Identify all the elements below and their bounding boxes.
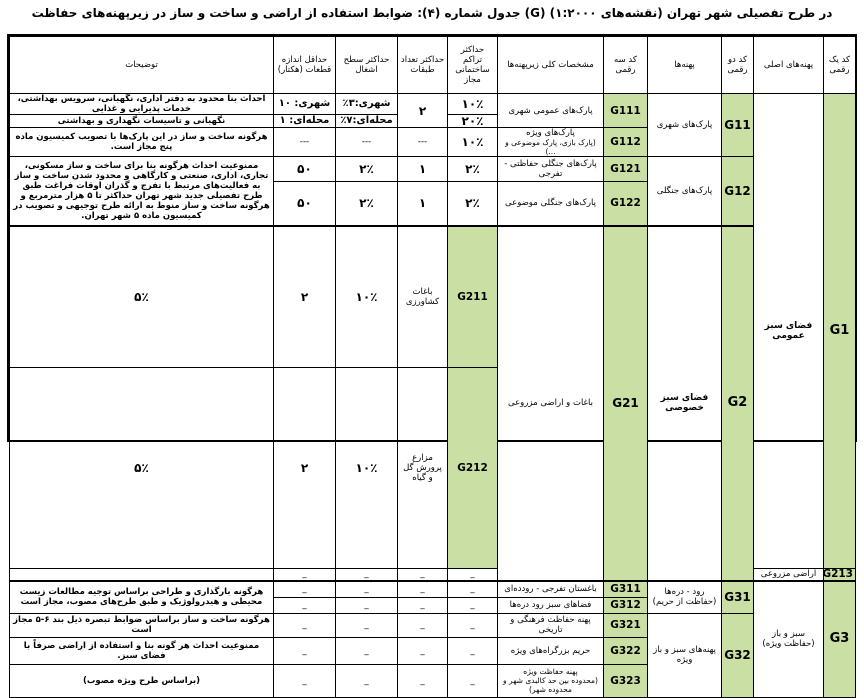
subzone-G213: اراضی مزروعی <box>754 568 824 581</box>
code-G321: G321 <box>604 613 648 637</box>
code-G21: G21 <box>604 226 648 582</box>
density-G122: ۲٪ <box>448 182 498 226</box>
subzone-G321: پهنه حفاظت فرهنگی و تاریخی <box>498 613 604 637</box>
code-G211: G211 <box>448 226 498 368</box>
note-G111-b: نگهبانی و تاسیسات نگهداری و بهداشتی <box>10 115 274 128</box>
density-G213: _ <box>448 568 498 581</box>
code-G122: G122 <box>604 182 648 226</box>
header-zones: پهنه‌ها <box>648 37 722 94</box>
table-row <box>10 157 856 182</box>
note-G323: (براساس طرح ویژه مصوب) <box>10 664 274 697</box>
subzone-G323 <box>498 664 604 697</box>
note-G12: ممنوعیت احداث هرگونه بنا برای ساخت و ساز مسکونی، تجاری، اداری، صنعتی و کارگاهی و محدود شدن ساخت و ساز به فعالیت‌های مرتبط با تفرج و گذران اوقات فراغت طبق طرح تفصیلی جدید شهر تهران حداکثر تا ۵ هزار مترمربع و هرگونه ساخت و ساز منوط به ارائه طرح توجیهی و تصویب در کمیسیون ماده ۵ شهر تهران. <box>10 157 274 226</box>
zone-G31 <box>648 581 722 613</box>
code-G11: G11 <box>722 94 754 157</box>
main-zone-G2: فضای سبز خصوصی <box>648 226 722 582</box>
coverage-G311: _ <box>336 581 398 597</box>
floors-G213: _ <box>398 568 448 581</box>
note-G112: هرگونه ساخت و ساز در این پارک‌ها با تصویب کمیسیون ماده پنج مجاز است. <box>10 128 274 157</box>
minlot-G312: _ <box>274 597 336 613</box>
header-density: حداکثر تراکم ساختمانی مجاز <box>448 37 498 94</box>
subzone-G112-name: پارک‌های ویژه <box>526 128 575 138</box>
subzone-G111: پارک‌های عمومی شهری <box>498 94 604 128</box>
coverage-G322: _ <box>336 637 398 664</box>
code-G111: G111 <box>604 94 648 128</box>
coverage-G122: ۲٪ <box>336 182 398 226</box>
coverage-G213: _ <box>336 568 398 581</box>
minlot-G321: _ <box>274 613 336 637</box>
coverage-G323: _ <box>336 664 398 697</box>
code-G112: G112 <box>604 128 648 157</box>
main-zone-G3: سبز و باز (حفاظت ویژه) <box>754 581 824 697</box>
table-row <box>10 581 856 597</box>
code-G32: G32 <box>722 613 754 697</box>
density-G211: ۱۰٪ <box>336 226 398 368</box>
header-subzones: مشخصات کلی زیرپهنه‌ها <box>498 37 604 94</box>
minlot-G112: --- <box>274 128 336 157</box>
zone-G12: پارک‌های جنگلی <box>648 157 722 226</box>
subzone-G311: باغستان تفرجی - رودده‌ای <box>498 581 604 597</box>
density-G312: _ <box>448 597 498 613</box>
header-main: پهنه‌های اصلی <box>754 37 824 94</box>
note-G111-a: احداث بنا محدود به دفتر اداری، نگهبانی، سرویس بهداشتی، خدمات پذیرایی و غذایی <box>10 94 274 115</box>
floors-G211: ۲ <box>274 226 336 368</box>
floors-G322: _ <box>398 637 448 664</box>
table-title: جدول شماره (۴): ضوابط استفاده از اراضی و ساخت و ساز در زیرپهنه‌های حفاظت (G) در طرح تفصیلی شهر تهران (نقشه‌های ۱:۲۰۰۰) <box>31 6 833 20</box>
density-G212: ۱۰٪ <box>336 367 398 568</box>
code-G311: G311 <box>604 581 648 597</box>
coverage-G111-a: شهری:۳٪ <box>336 94 398 115</box>
coverage-G212: ۵٪ <box>10 367 274 568</box>
coverage-G111-b: محله‌ای:۷٪ <box>336 115 398 128</box>
header-code3: کد سه رقمی <box>604 37 648 94</box>
code-G212: G212 <box>448 367 498 568</box>
coverage-G321: _ <box>336 613 398 637</box>
header-code2: کد دو رقمی <box>722 37 754 94</box>
code-G312: G312 <box>604 597 648 613</box>
subzone-G323-sub: (محدوده بین حد کالبدی شهر و محدوده شهر) <box>503 676 598 694</box>
coverage-G112: --- <box>336 128 398 157</box>
density-G323: _ <box>448 664 498 697</box>
regulations-table <box>9 36 856 698</box>
header-row <box>10 37 856 94</box>
regulations-table-frame <box>7 34 857 694</box>
subzone-G212: مزارع پرورش گل و گیاه <box>398 367 448 568</box>
zone-G21: باغات و اراضی مزروعی <box>498 226 604 582</box>
zone-G31-name: رود - دره‌ها <box>664 587 705 598</box>
subzone-G112-sub: (پارک بازی، پارک موضوعی و ...) <box>505 138 596 156</box>
code-G1: G1 <box>824 94 856 569</box>
code-G31: G31 <box>722 581 754 613</box>
density-G111-a: ۱۰٪ <box>448 94 498 115</box>
zone-G31-sub: (حفاظت از حریم) <box>652 597 717 608</box>
subzone-G323-name: پهنه حفاظت ویژه <box>523 667 578 676</box>
table-row <box>10 94 856 115</box>
subzone-G211: باغات کشاورزی <box>398 226 448 368</box>
minlot-G122: ۵۰ <box>274 182 336 226</box>
code-G323: G323 <box>604 664 648 697</box>
header-code1: کد یک رقمی <box>824 37 856 94</box>
minlot-G311: _ <box>274 581 336 597</box>
subzone-G112 <box>498 128 604 157</box>
floors-G212: ۲ <box>274 367 336 568</box>
code-G3: G3 <box>824 581 856 697</box>
floors-G121: ۱ <box>398 157 448 182</box>
floors-G321: _ <box>398 613 448 637</box>
subzone-G121: پارک‌های جنگلی حفاظتی - تفرجی <box>498 157 604 182</box>
minlot-G213: _ <box>274 568 336 581</box>
code-G2: G2 <box>722 226 754 582</box>
subzone-G122: پارک‌های جنگلی موضوعی <box>498 182 604 226</box>
floors-G323: _ <box>398 664 448 697</box>
minlot-G111-a: شهری: ۱۰ <box>274 94 336 115</box>
minlot-G322: _ <box>274 637 336 664</box>
table-row <box>10 226 856 368</box>
header-coverage: حداکثر سطح اشغال <box>336 37 398 94</box>
floors-G122: ۱ <box>398 182 448 226</box>
floors-G311: _ <box>398 581 448 597</box>
coverage-G312: _ <box>336 597 398 613</box>
note-G213 <box>10 568 274 581</box>
table-row <box>10 613 856 637</box>
density-G322: _ <box>448 637 498 664</box>
header-minlot: حداقل اندازه قطعات (هکتار) <box>274 37 336 94</box>
subzone-G322: حریم بزرگراه‌های ویژه <box>498 637 604 664</box>
note-G322: ممنوعیت احداث هر گونه بنا و استفاده از اراضی صرفاً با فضای سبز. <box>10 637 274 664</box>
density-G111-b: ۲۰٪ <box>448 115 498 128</box>
code-G213: G213 <box>824 568 856 581</box>
code-G12: G12 <box>722 157 754 226</box>
minlot-G121: ۵۰ <box>274 157 336 182</box>
density-G321: _ <box>448 613 498 637</box>
coverage-G211: ۵٪ <box>10 226 274 368</box>
zone-G11: پارک‌های شهری <box>648 94 722 157</box>
coverage-G121: ۲٪ <box>336 157 398 182</box>
floors-G112: --- <box>398 128 448 157</box>
density-G112: ۱۰٪ <box>448 128 498 157</box>
minlot-G323: _ <box>274 664 336 697</box>
code-G121: G121 <box>604 157 648 182</box>
subzone-G312: فضاهای سبز رود دره‌ها <box>498 597 604 613</box>
code-G322: G322 <box>604 637 648 664</box>
note-G31: هرگونه بارگذاری و طراحی براساس توجیه مطالعات زیست محیطی و هیدرولوژیک و طبق طرح‌های مصوب، مجاز است <box>10 581 274 613</box>
header-floors: حداکثر تعداد طبقات <box>398 37 448 94</box>
density-G311: _ <box>448 581 498 597</box>
main-zone-G1: فضای سبز عمومی <box>754 94 824 569</box>
floors-G111: ۲ <box>398 94 448 128</box>
floors-G312: _ <box>398 597 448 613</box>
minlot-G111-b: محله‌ای: ۱ <box>274 115 336 128</box>
note-G321: هرگونه ساخت و ساز براساس ضوابط تبصره ذیل بند ۶-۵ مجاز است <box>10 613 274 637</box>
density-G121: ۲٪ <box>448 157 498 182</box>
zone-G32: پهنه‌های سبز و باز ویژه <box>648 613 722 697</box>
header-notes: توضیحات <box>10 37 274 94</box>
